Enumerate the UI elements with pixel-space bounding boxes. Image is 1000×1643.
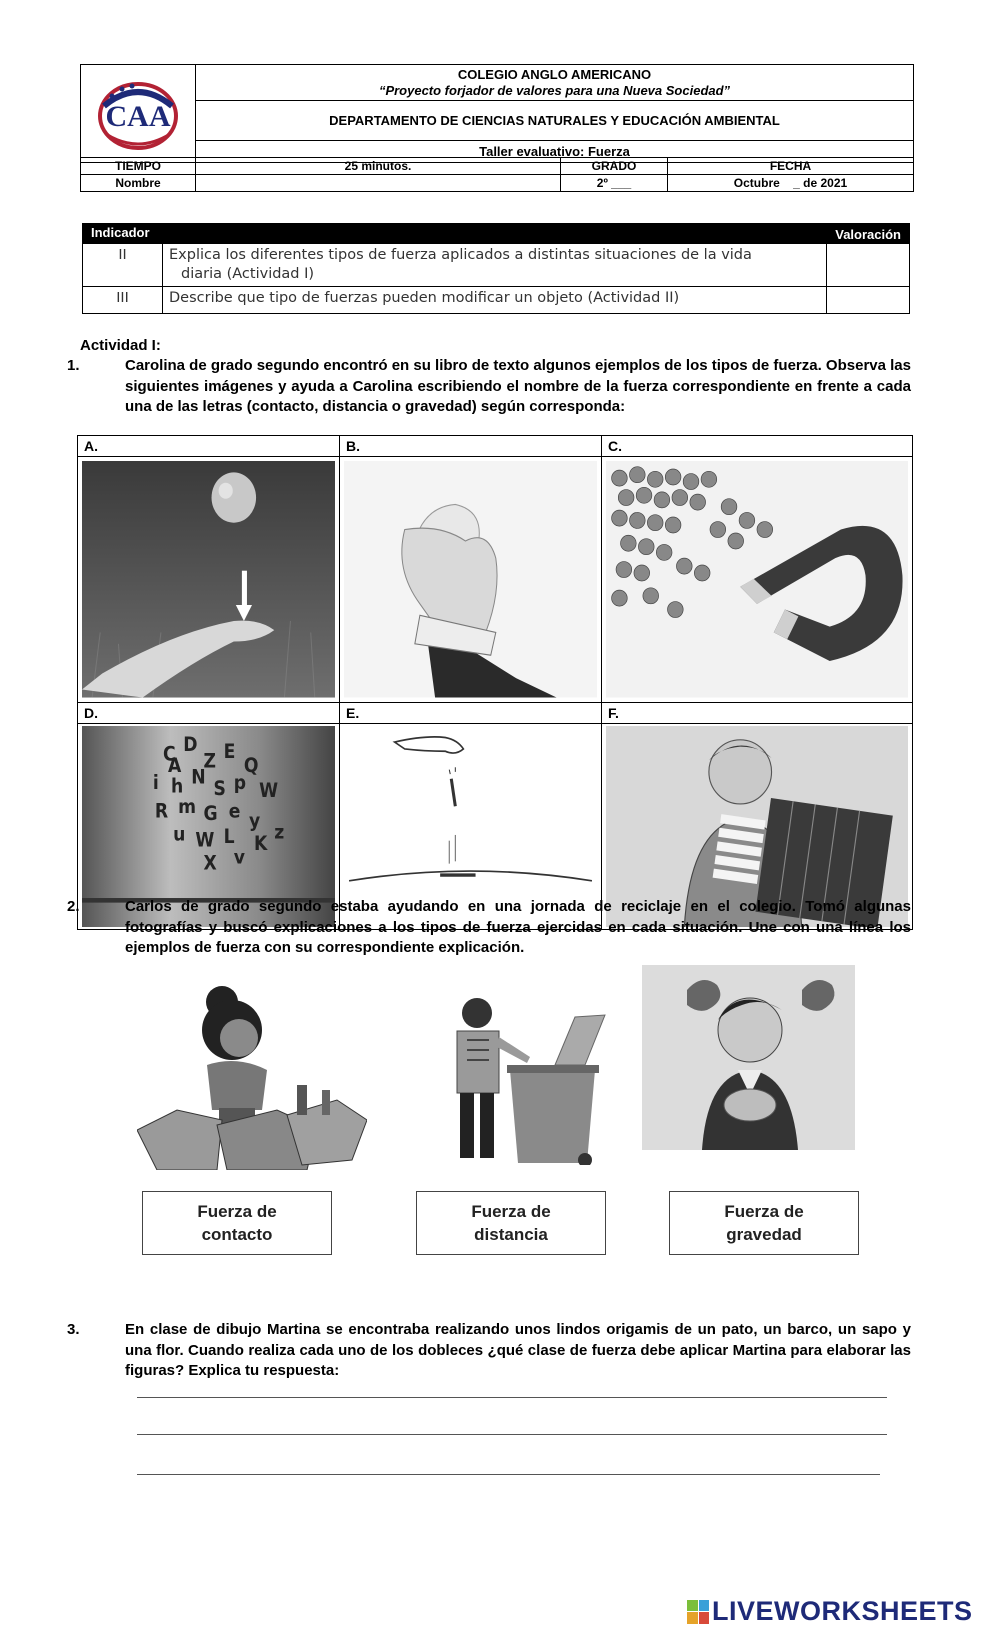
svg-text:h: h [171, 775, 184, 798]
box-line1: Fuerza de [471, 1202, 551, 1221]
svg-text:y: y [248, 809, 261, 832]
label-a: A. [78, 436, 340, 457]
question-1-text: Carolina de grado segundo encontró en su libro de texto algunos ejemplos de los tipos de fuerza. Observa las siguientes imágenes y ayuda a Carolina escribiendo el nombre de la fuerza correspondiente en frente a cada una de las letras (contacto, distancia o gravedad) según corresponda: [125, 357, 911, 415]
time-label: TIEMPO [81, 158, 196, 175]
question-2-text: Carlos de grado segundo estaba ayudando en una jornada de reciclaje en el colegio. Tomó algunas fotografías y buscó explicaciones a los tipos de fuerza ejercidas en cada situación. Une con una línea los ejemplos de fuerza con su correspondiente explicación. [125, 898, 911, 956]
label-f: F. [602, 702, 913, 723]
valoracion-field[interactable] [827, 244, 910, 287]
school-name: COLEGIO ANGLO AMERICANO [457, 66, 652, 82]
svg-text:i: i [152, 771, 159, 794]
svg-text:W: W [259, 779, 279, 802]
answer-line[interactable] [137, 1434, 887, 1435]
answer-line[interactable] [137, 1474, 880, 1475]
svg-text:K: K [254, 832, 268, 855]
box-line1: Fuerza de [197, 1202, 277, 1221]
svg-text:E: E [223, 740, 236, 763]
activity-title: Actividad I: [80, 337, 161, 354]
brand-text: LIVEWORKSHEETS [712, 1596, 973, 1626]
image-apple-falling [78, 457, 340, 703]
svg-text:R: R [154, 800, 169, 823]
box-line2: contacto [201, 1225, 273, 1244]
name-field[interactable] [196, 175, 561, 192]
answer-line[interactable] [137, 1397, 887, 1398]
svg-text:D: D [183, 733, 198, 757]
svg-text:S: S [213, 777, 226, 800]
label-d: D. [78, 702, 340, 723]
logo-cell [81, 65, 196, 163]
label-c: C. [602, 436, 913, 457]
header-info-table [80, 157, 914, 192]
question-3 [67, 1320, 911, 1382]
box-line2: distancia [474, 1225, 548, 1244]
svg-text:e: e [228, 800, 241, 823]
svg-text:v: v [233, 846, 246, 869]
indicator-head: Indicador [83, 224, 827, 244]
indicator-desc: Describe que tipo de fuerzas pueden modificar un objeto (Actividad II) [163, 287, 827, 314]
svg-text:X: X [203, 851, 217, 875]
box-line2: gravedad [726, 1225, 802, 1244]
workshop-title: Taller evaluativo: Fuerza [196, 141, 914, 163]
question-3-text: En clase de dibujo Martina se encontraba realizando unos lindos origamis de un pato, un barco, un sapo y una flor. Cuando realiza cada uno de los dobleces ¿qué clase de fuerza debe aplicar Martina para elaborar las figuras? Explica tu respuesta: [125, 1321, 911, 1379]
svg-text:u: u [173, 823, 186, 846]
label-b: B. [340, 436, 602, 457]
svg-text:z: z [274, 820, 285, 844]
svg-text:N: N [191, 765, 206, 789]
indicator-table [82, 223, 910, 314]
svg-text:Q: Q [243, 754, 259, 777]
indicator-text-cont: diaria (Actividad I) [181, 266, 315, 282]
box-line1: Fuerza de [724, 1202, 804, 1221]
question-number: 2. [67, 898, 80, 915]
svg-text:Z: Z [203, 749, 216, 773]
school-motto: “Proyecto forjador de valores para una Nueva Sociedad” [378, 82, 731, 98]
image-hand-crumpling-paper [340, 457, 602, 703]
indicator-text: Explica los diferentes tipos de fuerza aplicados a distintas situaciones de la vida [169, 247, 752, 263]
svg-text:L: L [223, 825, 235, 848]
fuerza-gravedad-box[interactable] [669, 1191, 859, 1255]
svg-text:A: A [168, 754, 182, 777]
label-e: E. [340, 702, 602, 723]
svg-text:p: p [233, 771, 247, 794]
image-magnet-balls [602, 457, 913, 703]
date-label: FECHA [668, 158, 914, 175]
fuerza-distancia-box[interactable] [416, 1191, 606, 1255]
question-2 [67, 897, 911, 959]
school-name-cell [196, 65, 914, 101]
svg-text:W: W [195, 828, 215, 852]
school-logo [92, 76, 184, 152]
fuerza-contacto-box[interactable] [142, 1191, 332, 1255]
liveworksheets-brand [687, 1596, 973, 1627]
svg-text:m: m [178, 795, 197, 818]
indicator-num: III [83, 287, 163, 314]
time-value: 25 minutos. [196, 158, 561, 175]
image-angry-man-paper[interactable] [642, 965, 855, 1150]
svg-text:C: C [162, 742, 176, 766]
image-man-trash-bin[interactable] [435, 995, 615, 1165]
valoracion-head: Valoración [827, 224, 910, 244]
date-value[interactable]: Octubre _ de 2021 [668, 175, 914, 192]
question-number: 3. [67, 1321, 80, 1338]
indicator-num: II [83, 244, 163, 287]
department: DEPARTAMENTO DE CIENCIAS NATURALES Y EDUCACIÓN AMBIENTAL [196, 101, 914, 141]
grade-label: GRADO [561, 158, 668, 175]
header-table [80, 64, 914, 163]
valoracion-field[interactable] [827, 287, 910, 314]
name-label: Nombre [81, 175, 196, 192]
svg-text:CAA: CAA [105, 99, 171, 133]
indicator-desc [163, 244, 827, 287]
question-number: 1. [67, 357, 80, 374]
grade-value[interactable]: 2º ___ [561, 175, 668, 192]
question-1 [67, 356, 911, 418]
image-girl-recycling[interactable] [137, 980, 367, 1170]
liveworksheets-icon [687, 1600, 709, 1624]
svg-text:G: G [203, 802, 218, 825]
image-grid [67, 435, 913, 930]
